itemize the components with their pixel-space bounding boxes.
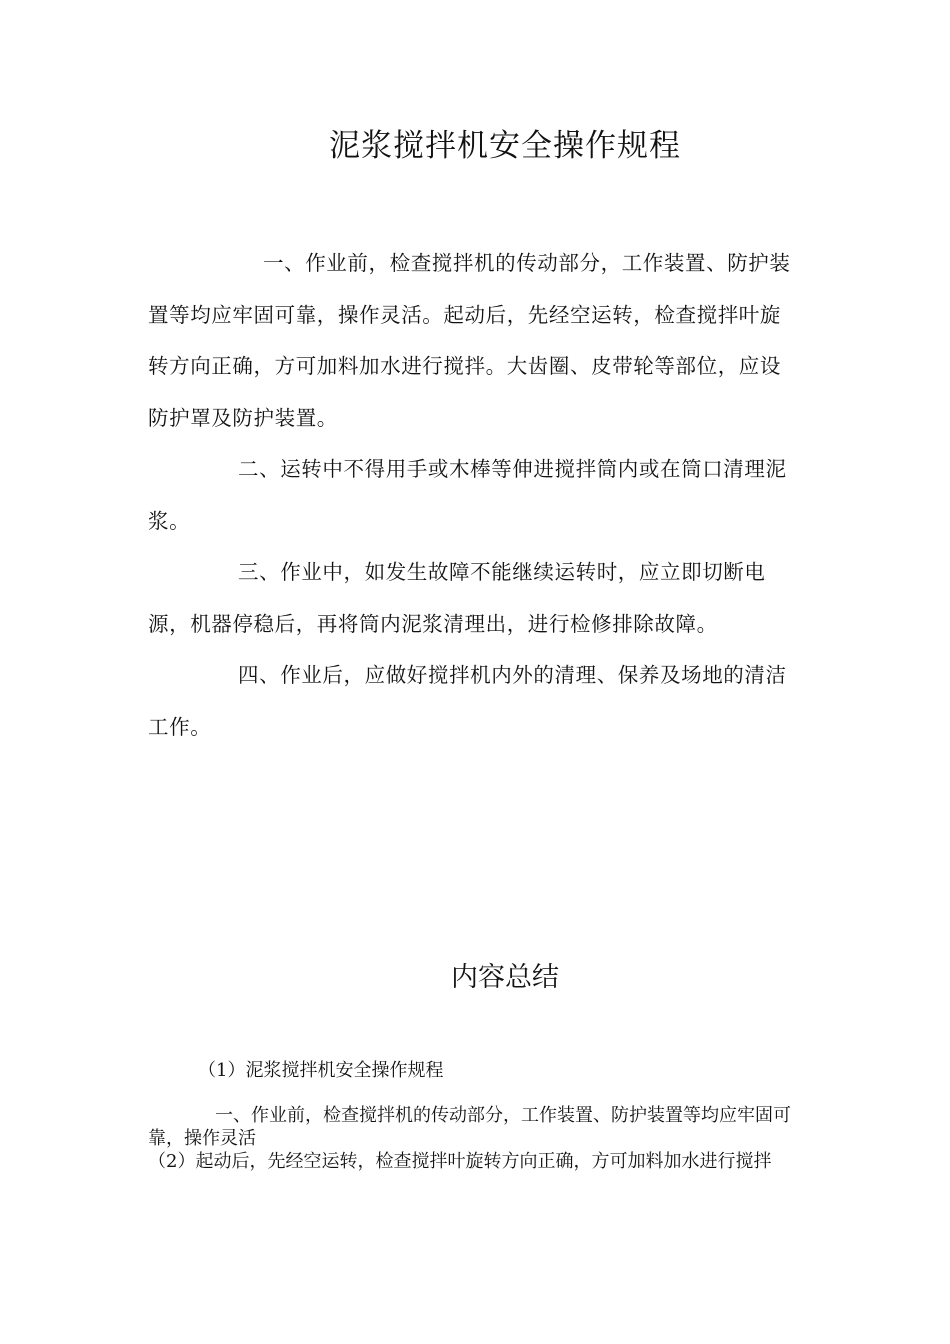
paragraph-1: 一、作业前，检查搅拌机的传动部分，工作装置、防护装置等均应牢固可靠，操作灵活。起动后，先经空运转，检查搅拌叶旋转方向正确，方可加料加水进行搅拌。大齿圈、皮带轮等部位，应设防护罩及防护装置。 [148, 251, 791, 430]
summary-line-2: （2）起动后，先经空运转，检查搅拌叶旋转方向正确，方可加料加水进行搅拌 [148, 1151, 772, 1172]
summary-heading: （1）泥浆搅拌机安全操作规程 [198, 1060, 444, 1081]
paragraph-3: 三、作业中，如发生故障不能继续运转时，应立即切断电源，机器停稳后，再将筒内泥浆清理出，进行检修排除故障。 [148, 560, 766, 636]
summary-line-1: 一、作业前，检查搅拌机的传动部分，工作装置、防护装置等均应牢固可靠，操作灵活 [148, 1105, 791, 1149]
paragraph-4: 四、作业后，应做好搅拌机内外的清理、保养及场地的清洁工作。 [148, 663, 787, 739]
document-body [148, 238, 800, 753]
summary-title: 内容总结 [451, 962, 559, 993]
summary-body [148, 1104, 803, 1173]
document-title: 泥浆搅拌机安全操作规程 [329, 128, 681, 164]
paragraph-2: 二、运转中不得用手或木棒等伸进搅拌筒内或在筒口清理泥浆。 [148, 457, 787, 533]
